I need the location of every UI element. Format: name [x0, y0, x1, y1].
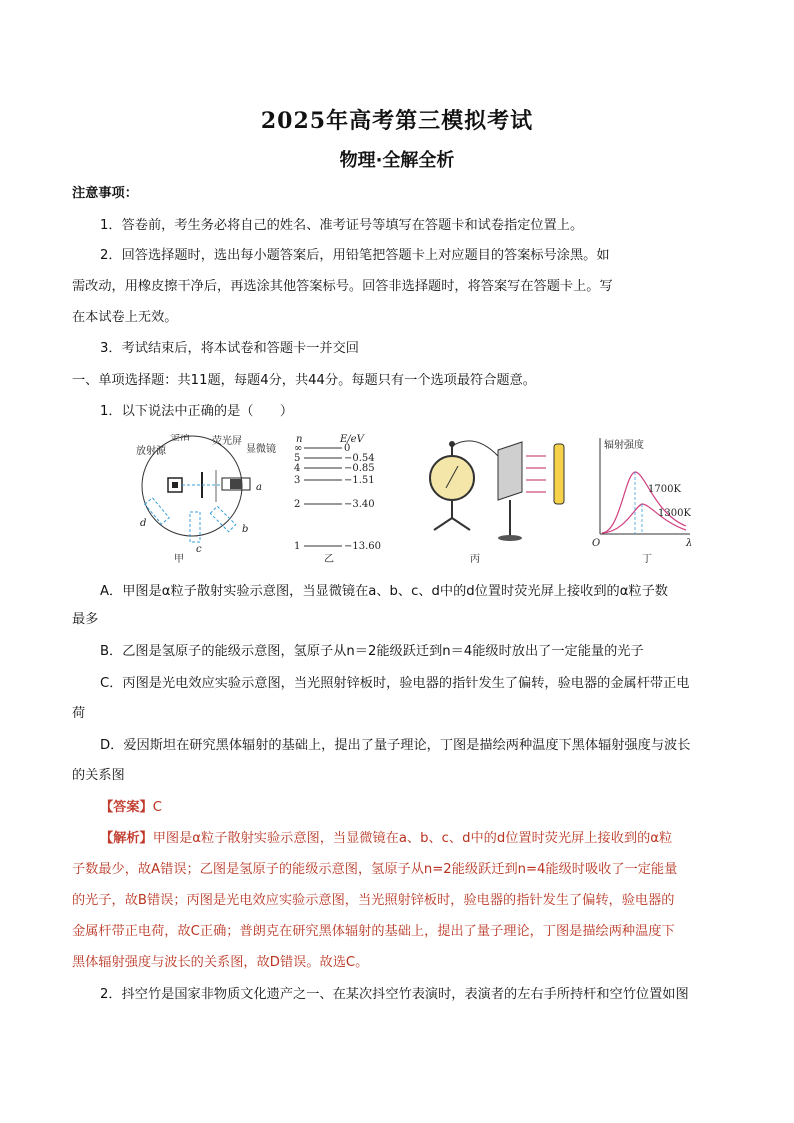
- answer-value: C: [152, 800, 162, 815]
- option-d-line1: D．爱因斯坦在研究黑体辐射的基础上，提出了量子理论，丁图是描绘两种温度下黑体辐射强度与波长: [100, 738, 691, 753]
- energy-level-n: 3: [294, 475, 301, 486]
- figure-ding: [592, 438, 692, 565]
- analysis-text-1: 甲图是α粒子散射实验示意图，当显微镜在a、b、c、d中的d位置时荧光屏上接收到的α粒: [152, 831, 673, 846]
- page-subtitle: 物理·全解全析: [339, 150, 455, 171]
- option-a-line2: 最多: [72, 612, 99, 627]
- analysis-label: 【解析】: [100, 831, 153, 846]
- figure-bing: [430, 441, 564, 565]
- energy-level-value: −0.85: [344, 463, 375, 474]
- ding-ylabel: 辐射强度: [604, 440, 644, 451]
- ding-caption: 丁: [642, 554, 652, 565]
- notice-item-2-line3: 在本试卷上无效。: [72, 310, 178, 325]
- notice-item-1: 1．答卷前，考生务必将自己的姓名、准考证号等填写在答题卡和试卷指定位置上。: [100, 218, 584, 233]
- energy-level-n: 4: [294, 463, 301, 474]
- jia-label-foil: 金箔: [170, 434, 190, 443]
- option-c-line2: 荷: [72, 706, 86, 721]
- figure-yi: [294, 434, 381, 565]
- energy-level-value: −0.54: [344, 453, 375, 464]
- energy-level-n: 5: [294, 453, 301, 464]
- question-2-stem: 2．抖空竹是国家非物质文化遗产之一、在某次抖空竹表演时，表演者的左右手所持杆和空竹位置如图: [100, 987, 689, 1002]
- figure-jia: [136, 434, 276, 565]
- notice-item-3: 3．考试结束后，将本试卷和答题卡一并交回: [100, 341, 359, 356]
- energy-level-n: 2: [294, 499, 301, 510]
- option-b: B．乙图是氢原子的能级示意图，氢原子从n＝2能级跃迁到n＝4能级时放出了一定能量的光子: [100, 644, 644, 659]
- notice-item-2-line1: 2．回答选择题时，选出每小题答案后，用铅笔把答题卡上对应题目的答案标号涂黑。如: [100, 248, 610, 263]
- jia-pos-a: a: [256, 482, 262, 493]
- jia-label-microscope: 显微镜: [246, 444, 276, 455]
- question-1-stem: 1．以下说法中正确的是（ ）: [100, 404, 294, 419]
- yi-caption: 乙: [324, 554, 334, 565]
- energy-level-n: ∞: [294, 443, 303, 454]
- jia-label-screen: 荧光屏: [212, 436, 242, 447]
- notice-heading: 注意事项：: [72, 186, 138, 201]
- ding-xlabel: λ: [686, 538, 693, 549]
- energy-level-value: −13.60: [344, 541, 382, 552]
- energy-level-n: 1: [294, 541, 301, 552]
- ding-curve-1300: 1300K: [658, 508, 691, 519]
- answer-label: 【答案】: [100, 800, 153, 815]
- notice-item-2-line2: 需改动，用橡皮擦干净后，再选涂其他答案标号。回答非选择题时，将答案写在答题卡上。写: [72, 279, 613, 294]
- yi-e-label: E/eV: [340, 434, 364, 445]
- analysis-line3: 的光子，故B错误；丙图是光电效应实验示意图，当光照射锌板时，验电器的指针发生了偏转，验电器的: [72, 893, 675, 908]
- jia-label-source: 放射源: [136, 446, 166, 457]
- yi-n-label: n: [296, 434, 303, 445]
- option-d-line2: 的关系图: [72, 768, 125, 783]
- analysis-line4: 金属杆带正电荷，故C正确；普朗克在研究黑体辐射的基础上，提出了量子理论，丁图是描绘两种温度下: [72, 924, 675, 939]
- analysis-line1: [100, 829, 750, 849]
- option-a-line1: A．甲图是α粒子散射实验示意图，当显微镜在a、b、c、d中的d位置时荧光屏上接收到的α粒子数: [100, 584, 668, 599]
- energy-level-value: −1.51: [344, 475, 375, 486]
- analysis-line2: 子数最少，故A错误；乙图是氢原子的能级示意图，氢原子从n=2能级跃迁到n=4能级时吸收了一定能量: [72, 862, 678, 877]
- bing-caption: 丙: [470, 554, 480, 565]
- energy-level-value: −3.40: [344, 499, 375, 510]
- answer-line: [100, 798, 750, 818]
- section-heading: 一、单项选择题：共11题，每题4分，共44分。每题只有一个选项最符合题意。: [72, 373, 536, 388]
- jia-caption: 甲: [174, 554, 184, 565]
- jia-pos-b: b: [242, 524, 249, 535]
- ding-origin: O: [592, 538, 601, 549]
- question-1-figures: [130, 434, 700, 574]
- analysis-line5: 黑体辐射强度与波长的关系图，故D错误。故选C。: [72, 955, 369, 970]
- jia-pos-c: c: [196, 544, 202, 555]
- page-title: 2025年高考第三模拟考试: [260, 108, 534, 134]
- ding-curve-1700: 1700K: [648, 484, 681, 495]
- energy-level-value: 0: [344, 443, 351, 454]
- jia-pos-d: d: [140, 518, 147, 529]
- option-c-line1: C．丙图是光电效应实验示意图，当光照射锌板时，验电器的指针发生了偏转，验电器的金属杆带正电: [100, 676, 690, 691]
